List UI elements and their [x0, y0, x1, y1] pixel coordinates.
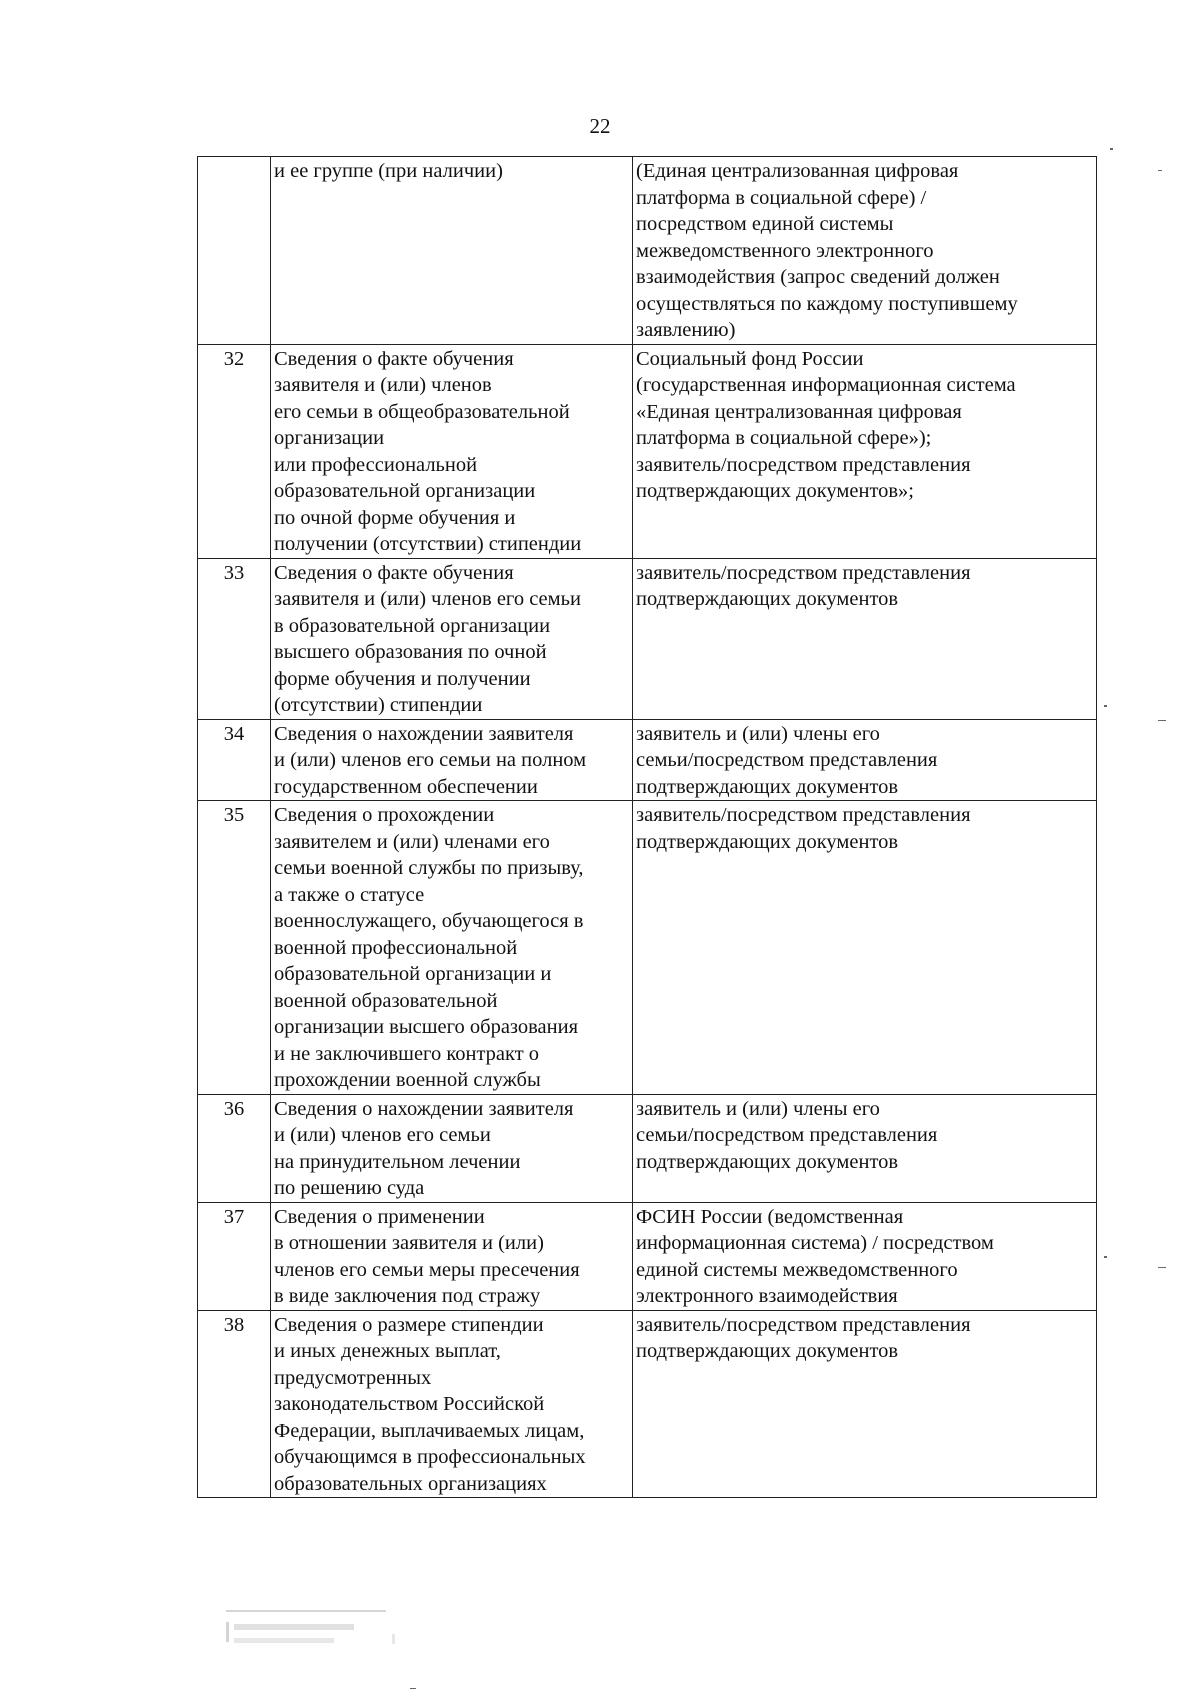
row-number: 36 [198, 1094, 271, 1202]
row-source: (Единая централизованная цифровая платформа в социальной сфере) / посредством единой системы межведомственного электронного взаимодействия (запрос сведений должен осуществляться по каждому поступившему заявлению) [633, 157, 1097, 345]
row-number: 32 [198, 344, 271, 558]
table-row [198, 157, 1097, 345]
row-source: заявитель и (или) члены его семьи/посредством представления подтверждающих документов [633, 719, 1097, 801]
row-description: и ее группе (при наличии) [271, 157, 633, 345]
table-row [198, 1202, 1097, 1310]
row-number: 33 [198, 558, 271, 719]
row-description: Сведения о факте обучения заявителя и (или) членов его семьи в образовательной организации высшего образования по очной форме обучения и получении (отсутствии) стипендии [271, 558, 633, 719]
table-row [198, 344, 1097, 558]
table-row [198, 801, 1097, 1095]
row-source: заявитель и (или) члены его семьи/посредством представления подтверждающих документов [633, 1094, 1097, 1202]
row-source: заявитель/посредством представления подтверждающих документов [633, 801, 1097, 1095]
row-source: заявитель/посредством представления подтверждающих документов [633, 1310, 1097, 1498]
table-row [198, 558, 1097, 719]
row-number [198, 157, 271, 345]
row-source: Социальный фонд России (государственная информационная система «Единая централизованная цифровая платформа в социальной сфере»); заявитель/посредством представления подтверждающих документов»; [633, 344, 1097, 558]
row-number: 35 [198, 801, 271, 1095]
faint-stamp-mark [222, 1608, 422, 1668]
scan-mark [1104, 705, 1107, 707]
scan-mark [1104, 1256, 1107, 1258]
row-number: 34 [198, 719, 271, 801]
table-row [198, 1094, 1097, 1202]
row-description: Сведения о факте обучения заявителя и (или) членов его семьи в общеобразовательной организации или профессиональной образовательной организации по очной форме обучения и получении (отсутствии) стипендии [271, 344, 633, 558]
scan-mark [1158, 170, 1162, 171]
row-source: ФСИН России (ведомственная информационная система) / посредством единой системы межведомственного электронного взаимодействия [633, 1202, 1097, 1310]
row-description: Сведения о размере стипендии и иных денежных выплат, предусмотренных законодательством Российской Федерации, выплачиваемых лицам, обучающимся в профессиональных образовательных организациях [271, 1310, 633, 1498]
scan-mark [1158, 720, 1166, 721]
scan-mark [410, 1688, 416, 1689]
page-number: 22 [589, 114, 611, 138]
row-description: Сведения о прохождении заявителем и (или) членами его семьи военной службы по призыву, а также о статусе военнослужащего, обучающегося в военной профессиональной образовательной организации и военной образовательной организации высшего образования и не заключившего контракт о прохождении военной службы [271, 801, 633, 1095]
requirements-table [197, 156, 1097, 1498]
row-number: 37 [198, 1202, 271, 1310]
scan-mark [1110, 148, 1113, 150]
row-description: Сведения о нахождении заявителя и (или) членов его семьи на полном государственном обеспечении [271, 719, 633, 801]
scan-mark [1158, 1267, 1166, 1268]
table-row [198, 1310, 1097, 1498]
row-source: заявитель/посредством представления подтверждающих документов [633, 558, 1097, 719]
row-number: 38 [198, 1310, 271, 1498]
row-description: Сведения о нахождении заявителя и (или) членов его семьи на принудительном лечении по решению суда [271, 1094, 633, 1202]
table-row [198, 719, 1097, 801]
row-description: Сведения о применении в отношении заявителя и (или) членов его семьи меры пресечения в виде заключения под стражу [271, 1202, 633, 1310]
